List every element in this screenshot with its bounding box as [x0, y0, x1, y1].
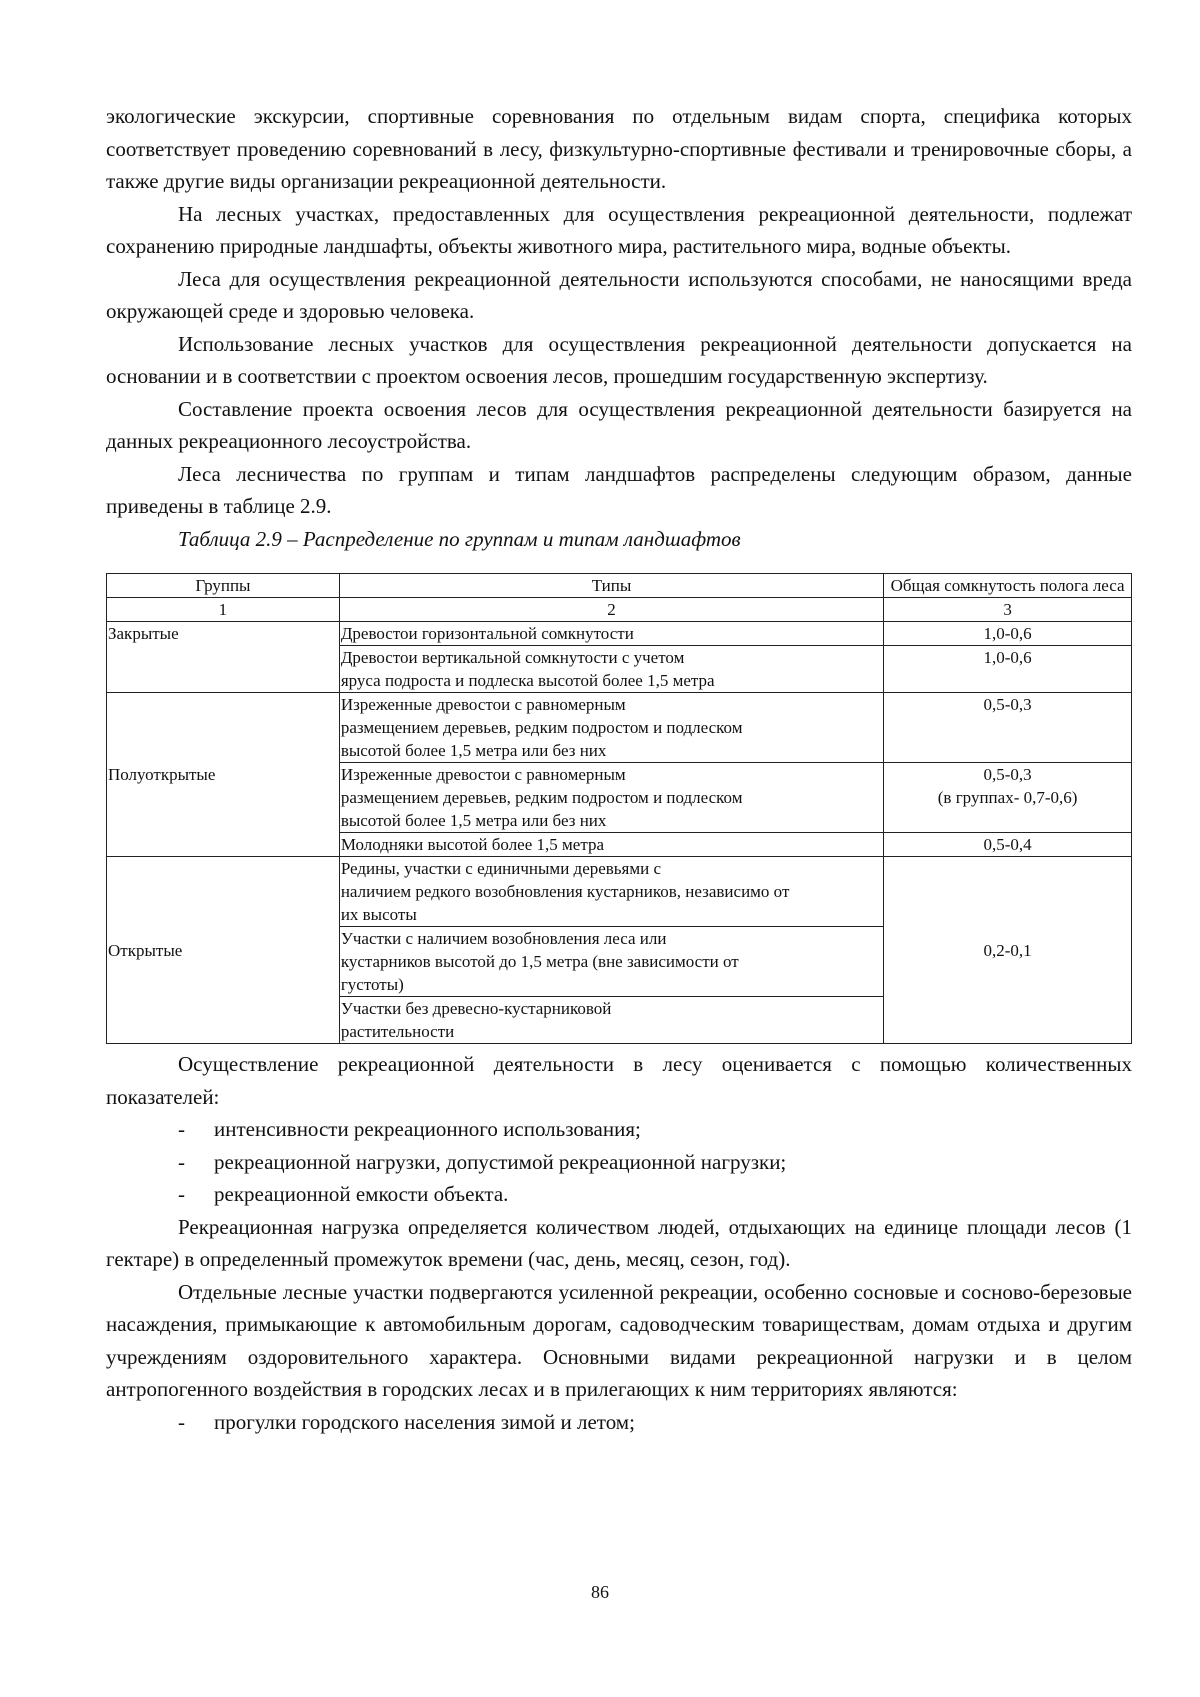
type-cell: Участки с наличием возобновления леса или кустарников высотой до 1,5 метра (вне зависимости от густоты) [339, 927, 883, 997]
paragraph: Отдельные лесные участки подвергаются усиленной рекреации, особенно сосновые и сосново-березовые насаждения, примыкающие к автомобильным дорогам, садоводческим товариществам, домам отдыха и другим учреждениям оздоровительного характера. Основными видами рекреационной нагрузки и в целом антропогенного воздействия в городских лесах и в прилегающих к ним территориях являются: [106, 1279, 1132, 1401]
dash-bullet: - [178, 1149, 185, 1174]
list-item-text: рекреационной нагрузки, допустимой рекреационной нагрузки; [214, 1149, 787, 1174]
dash-bullet: - [178, 1182, 185, 1206]
dash-bullet: - [178, 1409, 185, 1434]
type-cell: Участки без древесно-кустарниковой растительности [339, 997, 883, 1044]
header-groups: Группы [107, 574, 340, 598]
closure-cell: 0,5-0,4 [884, 833, 1132, 857]
closure-cell: 1,0-0,6 [884, 646, 1132, 693]
paragraph: экологические экскурсии, спортивные соревнования по отдельным видам спорта, специфика которых соответствует проведению соревнований в лесу, физкультурно-спортивные фестивали и тренировочные сборы, а также другие виды организации рекреационной деятельности. [106, 104, 1132, 193]
list-item [106, 1178, 1132, 1211]
group-closed: Закрытые [107, 622, 340, 693]
type-cell: Древостои вертикальной сомкнутости с учетом яруса подроста и подлеска высотой более 1,5 метра [339, 646, 883, 693]
list-item-text: рекреационной емкости объекта. [214, 1182, 509, 1206]
paragraph: На лесных участках, предоставленных для осуществления рекреационной деятельности, подлежат сохранению природные ландшафты, объекты животного мира, растительного мира, водные объекты. [106, 201, 1132, 258]
list-item [106, 1113, 1132, 1146]
col-number: 2 [339, 598, 883, 622]
paragraph: Использование лесных участков для осуществления рекреационной деятельности допускается на основании и в соответствии с проектом освоения лесов, прошедшим государственную экспертизу. [106, 331, 1132, 388]
group-open: Открытые [107, 857, 340, 1044]
type-cell: Молодняки высотой более 1,5 метра [339, 833, 883, 857]
table-number-row [107, 598, 1132, 622]
list-item [106, 1146, 1132, 1179]
paragraph: Осуществление рекреационной деятельности в лесу оценивается с помощью количественных показателей: [106, 1052, 1132, 1109]
header-closure: Общая сомкнутость полога леса [884, 574, 1132, 598]
closure-cell: 1,0-0,6 [884, 622, 1132, 646]
type-cell: Изреженные древостои с равномерным размещением деревьев, редким подростом и подлеском высотой более 1,5 метра или без них [339, 693, 883, 763]
document-page [106, 100, 1132, 1438]
page-number: 86 [591, 1582, 609, 1602]
table-header-row [107, 574, 1132, 598]
type-cell: Изреженные древостои с равномерным размещением деревьев, редким подростом и подлеском высотой более 1,5 метра или без них [339, 763, 883, 833]
list-item-text: интенсивности рекреационного использования; [214, 1117, 641, 1141]
table-row [107, 693, 1132, 763]
dash-bullet: - [178, 1117, 185, 1141]
col-number: 3 [884, 598, 1132, 622]
col-number: 1 [107, 598, 340, 622]
closure-cell: 0,5-0,3 (в группах- 0,7-0,6) [884, 763, 1132, 833]
type-cell: Редины, участки с единичными деревьями с наличием редкого возобновления кустарников, независимо от их высоты [339, 857, 883, 927]
type-cell: Древостои горизонтальной сомкнутости [339, 622, 883, 646]
list-item-text: прогулки городского населения зимой и летом; [214, 1409, 635, 1434]
paragraph: Леса лесничества по группам и типам ландшафтов распределены следующим образом, данные приведены в таблице 2.9. [106, 461, 1132, 518]
header-types: Типы [339, 574, 883, 598]
paragraph: Составление проекта освоения лесов для осуществления рекреационной деятельности базируется на данных рекреационного лесоустройства. [106, 396, 1132, 453]
closure-cell: 0,5-0,3 [884, 693, 1132, 763]
landscape-table [106, 573, 1132, 1044]
paragraph: Леса для осуществления рекреационной деятельности используются способами, не наносящими вреда окружающей среде и здоровью человека. [106, 266, 1132, 323]
list-item [106, 1406, 1132, 1439]
group-semi-open: Полуоткрытые [107, 693, 340, 857]
table-row [107, 857, 1132, 927]
paragraph: Рекреационная нагрузка определяется количеством людей, отдыхающих на единице площади лесов (1 гектаре) в определенный промежуток времени (час, день, месяц, сезон, год). [106, 1214, 1132, 1271]
table-caption: Таблица 2.9 – Распределение по группам и типам ландшафтов [178, 526, 741, 551]
closure-cell: 0,2-0,1 [884, 857, 1132, 1044]
table-row [107, 622, 1132, 646]
